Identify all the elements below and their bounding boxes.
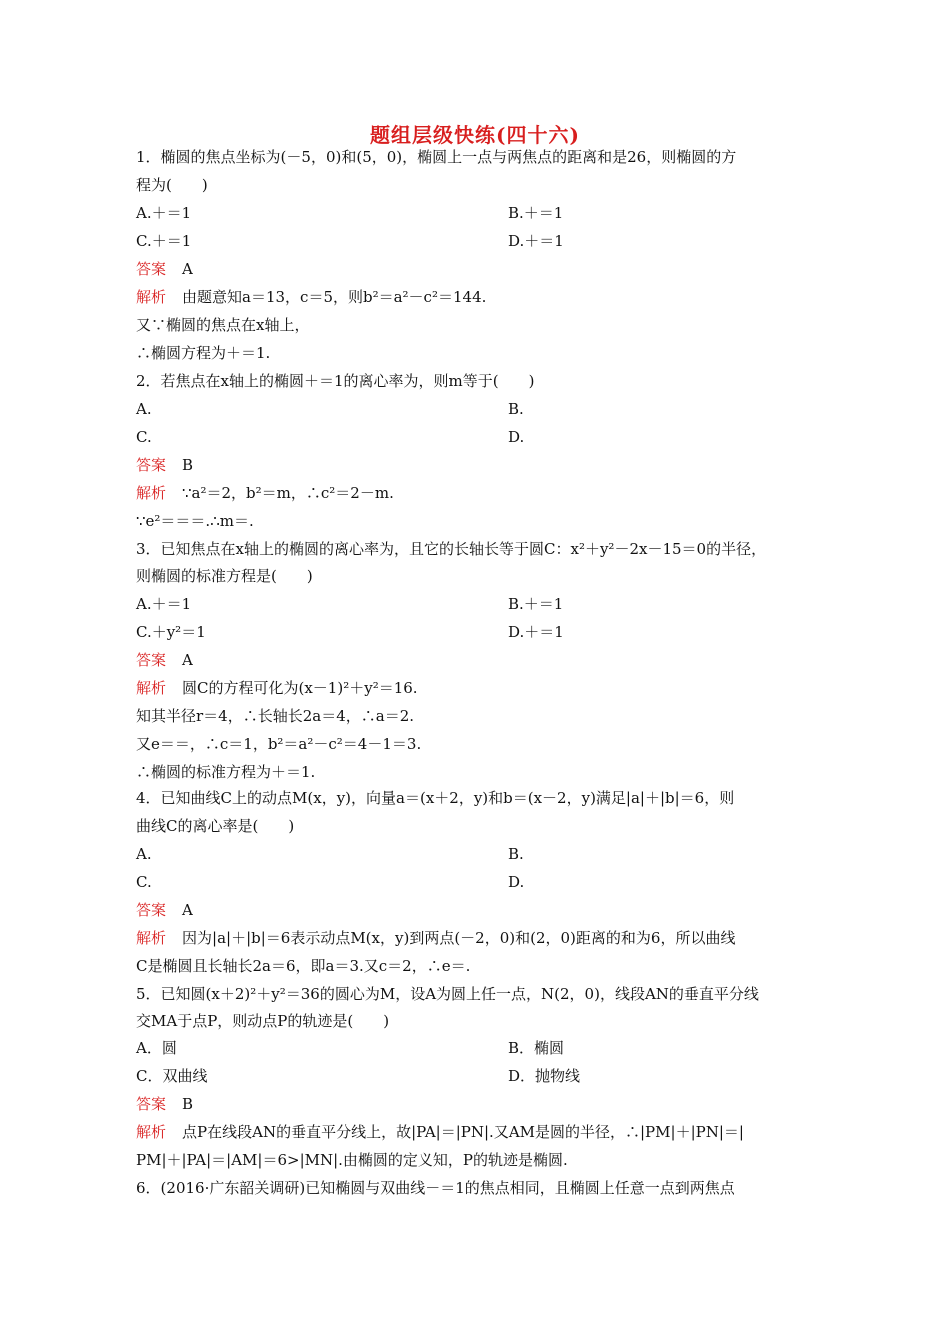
option-b: B.: [508, 845, 524, 863]
option-c: C.: [136, 873, 152, 891]
option-b: B.＋＝1: [508, 204, 564, 222]
analysis-text: 点P在线段AN的垂直平分线上，故|PA|＝|PN|.又AM是圆的半径，∴|PM|＋|PN|＝|: [182, 1123, 744, 1141]
answer-label: 答案: [136, 456, 167, 474]
analysis-line: [136, 483, 394, 503]
analysis-label: 解析: [136, 929, 167, 947]
question-1-line-2: 程为( ): [136, 176, 208, 194]
option-c: C．双曲线: [136, 1067, 208, 1085]
answer-line: [136, 900, 193, 920]
analysis-continued: C是椭圆且长轴长2a＝6，即a＝3.又c＝2，∴e＝.: [136, 957, 471, 975]
analysis-continued: PM|＋|PA|＝|AM|＝6>|MN|.由椭圆的定义知，P的轨迹是椭圆.: [136, 1151, 568, 1169]
option-b: B．椭圆: [508, 1039, 565, 1057]
option-b: B.: [508, 400, 524, 418]
answer-label: 答案: [136, 1095, 167, 1113]
analysis-text: 由题意知a＝13，c＝5，则b²＝a²－c²＝144.: [182, 288, 487, 306]
analysis-continued: 知其半径r＝4，∴长轴长2a＝4，∴a＝2.: [136, 707, 414, 725]
analysis-line: [136, 287, 486, 307]
option-d: D.: [508, 873, 525, 891]
analysis-continued: 又e＝＝，∴c＝1，b²＝a²－c²＝4－1＝3.: [136, 735, 422, 753]
answer-value: A: [182, 260, 193, 278]
analysis-line: [136, 928, 735, 948]
answer-value: A: [182, 901, 193, 919]
analysis-continued: ∴椭圆方程为＋＝1.: [136, 344, 271, 362]
analysis-text: 因为|a|＋|b|＝6表示动点M(x，y)到两点(－2，0)和(2，0)距离的和为6，所以曲线: [182, 929, 736, 947]
question-5-line-2: 交MA于点P，则动点P的轨迹是( ): [136, 1012, 390, 1030]
answer-label: 答案: [136, 901, 167, 919]
question-6-line-1: 6．(2016·广东韶关调研)已知椭圆与双曲线－＝1的焦点相同，且椭圆上任意一点到两焦点: [136, 1179, 735, 1197]
analysis-continued: ∵e²＝＝＝.∴m＝.: [136, 512, 254, 530]
option-a: A.: [136, 845, 152, 863]
page-title: 题组层级快练(四十六): [370, 123, 580, 147]
answer-line: [136, 650, 193, 670]
answer-value: B: [182, 456, 194, 474]
analysis-continued: ∴椭圆的标准方程为＋＝1.: [136, 763, 316, 781]
option-d: D.: [508, 428, 525, 446]
analysis-line: [136, 678, 418, 698]
analysis-text: 圆C的方程可化为(x－1)²＋y²＝16.: [182, 679, 418, 697]
question-4-line-1: 4．已知曲线C上的动点M(x，y)，向量a＝(x＋2，y)和b＝(x－2，y)满足|a|＋|b|＝6，则: [136, 789, 735, 807]
question-4-line-2: 曲线C的离心率是( ): [136, 817, 295, 835]
answer-label: 答案: [136, 651, 167, 669]
option-a: A.＋＝1: [136, 204, 192, 222]
answer-line: [136, 455, 193, 475]
question-3-line-1: 3．已知焦点在x轴上的椭圆的离心率为，且它的长轴长等于圆C：x²＋y²－2x－15＝0的半径，: [136, 540, 767, 558]
analysis-label: 解析: [136, 484, 167, 502]
option-d: D.＋＝1: [508, 232, 564, 250]
option-b: B.＋＝1: [508, 595, 564, 613]
answer-value: A: [182, 651, 193, 669]
analysis-text: ∵a²＝2，b²＝m，∴c²＝2－m.: [182, 484, 394, 502]
question-5-line-1: 5．已知圆(x＋2)²＋y²＝36的圆心为M，设A为圆上任一点，N(2，0)，线段AN的垂直平分线: [136, 985, 759, 1003]
analysis-continued: 又∵椭圆的焦点在x轴上，: [136, 316, 310, 334]
option-d: D.＋＝1: [508, 623, 564, 641]
option-d: D．抛物线: [508, 1067, 581, 1085]
analysis-line: [136, 1122, 744, 1142]
option-c: C.＋＝1: [136, 232, 192, 250]
analysis-label: 解析: [136, 679, 167, 697]
answer-label: 答案: [136, 260, 167, 278]
analysis-label: 解析: [136, 288, 167, 306]
option-c: C.: [136, 428, 152, 446]
answer-line: [136, 259, 193, 279]
option-a: A.: [136, 400, 152, 418]
answer-value: B: [182, 1095, 194, 1113]
analysis-label: 解析: [136, 1123, 167, 1141]
question-2-line-1: 2．若焦点在x轴上的椭圆＋＝1的离心率为，则m等于( ): [136, 372, 535, 390]
question-3-line-2: 则椭圆的标准方程是( ): [136, 567, 313, 585]
option-a: A．圆: [136, 1039, 177, 1057]
option-c: C.＋y²＝1: [136, 623, 206, 641]
answer-line: [136, 1094, 193, 1114]
option-a: A.＋＝1: [136, 595, 192, 613]
question-1-line-1: 1．椭圆的焦点坐标为(－5，0)和(5，0)，椭圆上一点与两焦点的距离和是26，则椭圆的方: [136, 148, 737, 166]
